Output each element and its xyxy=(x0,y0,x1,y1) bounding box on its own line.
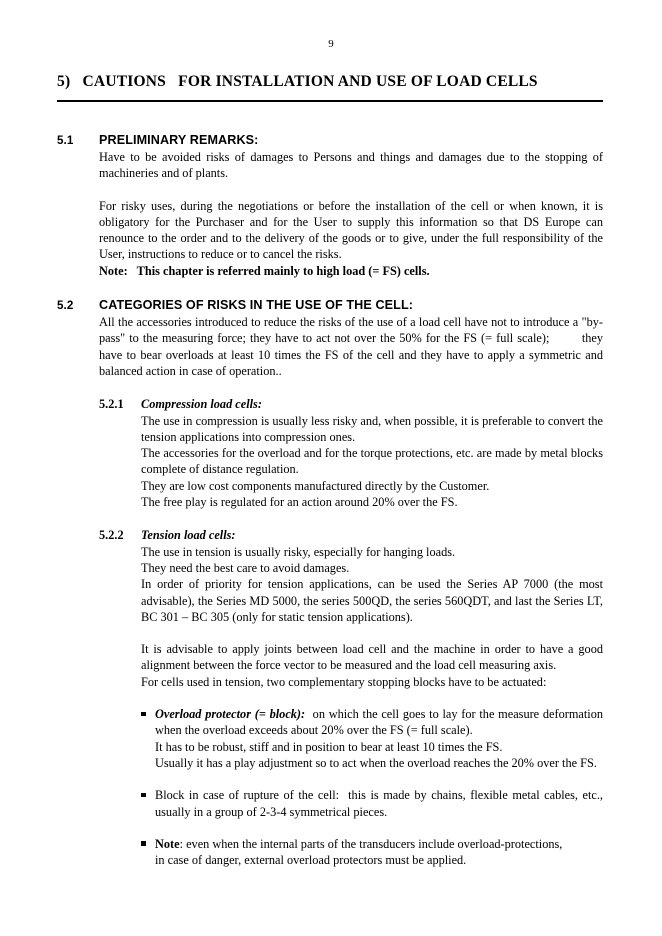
subsection-5-2-2-heading xyxy=(99,527,603,543)
list-item-text xyxy=(155,706,603,739)
square-bullet-icon xyxy=(141,712,146,717)
list-item xyxy=(141,787,607,820)
list-item-extra-line: It has to be robust, stiff and in position to bear at least 10 times the FS. xyxy=(155,739,503,754)
paragraph: The use in compression is usually less risky and, when possible, it is preferable to convert the tension applications into compression ones. xyxy=(141,413,603,444)
subsection-5-2-2-body xyxy=(141,544,603,690)
section-5-1-number: 5.1 xyxy=(57,134,74,147)
chapter-title: 5) CAUTIONS FOR INSTALLATION AND USE OF LOAD CELLS xyxy=(57,73,538,90)
paragraph: For risky uses, during the negotiations or before the installation of the cell or when known, it is obligatory for the Purchaser and for the User to supply this information so that DS Europe can renounce to the order and to the delivery of the goods or to give, under the full responsibility of the User, instructions to reduce or to cancel the risks. xyxy=(99,198,603,262)
paragraph: The use in tension is usually risky, especially for hanging loads. xyxy=(141,544,456,559)
page-number: 9 xyxy=(328,38,334,50)
section-5-2-body xyxy=(99,314,607,379)
document-content xyxy=(57,72,607,868)
list-item-body: : even when the internal parts of the transducers include overload-protections, xyxy=(179,836,563,851)
paragraph: Have to be avoided risks of damages to Persons and things and damages due to the stopping of machineries and of plants. xyxy=(99,150,603,181)
paragraph: All the accessories introduced to reduce the risks of the use of a load cell have not to introduce a "by-pass" to the measuring force; they have to act not over the 50% for the FS (= full scale); they have to bear overloads at least 10 times the FS of the cell and they have to apply a symmetric and balanced action in case of operation.. xyxy=(99,315,607,378)
paragraph: It is advisable to apply joints between load cell and the machine in order to have a good alignment between the force vector to be measured and the load cell measuring axis. xyxy=(141,642,603,673)
section-5-2-number: 5.2 xyxy=(57,299,74,313)
section-5-2-heading xyxy=(57,297,603,314)
section-5-2-title: CATEGORIES OF RISKS IN THE USE OF THE CELL: xyxy=(99,298,414,313)
list-item-text: Block in case of rupture of the cell: this is made by chains, flexible metal cables, etc., usually in a group of 2-3-4 symmetrical pieces. xyxy=(155,788,607,819)
paragraph: The accessories for the overload and for the torque protections, etc. are made by metal blocks complete of distance regulation. xyxy=(141,446,603,477)
section-5-1-heading xyxy=(57,132,603,149)
list-item-lead-space xyxy=(305,707,313,721)
paragraph: They need the best care to avoid damages. xyxy=(141,560,350,575)
square-bullet-icon xyxy=(141,793,146,798)
subsection-5-2-2-number: 5.2.2 xyxy=(99,528,124,543)
title-divider xyxy=(57,100,603,102)
list-item xyxy=(141,706,603,771)
bullet-list xyxy=(141,706,607,868)
list-item-lead: Note xyxy=(155,836,180,851)
subsection-5-2-1-number: 5.2.1 xyxy=(99,397,124,412)
list-item xyxy=(141,836,603,869)
section-5-2 xyxy=(57,297,607,379)
subsection-5-2-1-title: Compression load cells: xyxy=(141,397,262,412)
paragraph: For cells used in tension, two complementary stopping blocks have to be actuated: xyxy=(141,674,547,689)
list-item-extra-line: Usually it has a play adjustment so to act when the overload reaches the 20% over the FS. xyxy=(155,755,597,770)
paragraph: In order of priority for tension applications, can be used the Series AP 7000 (the most advisable), the Series MD 5000, the series 500QD, the series 560QDT, and last the Series LT, BC 301 – BC 305 (only for static tension applications). xyxy=(141,577,603,624)
section-5-1-body xyxy=(99,149,603,279)
paragraph: The free play is regulated for an action around 20% over the FS. xyxy=(141,495,458,510)
paragraph: They are low cost components manufactured directly by the Customer. xyxy=(141,478,490,493)
section-5-1-note: Note: This chapter is referred mainly to high load (= FS) cells. xyxy=(99,263,430,278)
subsection-5-2-2 xyxy=(99,527,607,868)
list-item-outdented-line: in case of danger, external overload protectors must be applied. xyxy=(155,853,467,868)
subsection-5-2-1 xyxy=(99,396,603,510)
subsection-5-2-1-heading xyxy=(99,396,603,412)
section-5-1-title: PRELIMINARY REMARKS: xyxy=(99,133,259,147)
list-item-text xyxy=(155,836,603,852)
list-item-lead: Overload protector (= block): xyxy=(155,707,306,722)
square-bullet-icon xyxy=(141,841,146,846)
subsection-5-2-2-title: Tension load cells: xyxy=(141,528,236,543)
section-5-1 xyxy=(57,132,603,279)
subsection-5-2-1-body xyxy=(141,413,603,511)
list-item-body: on which the cell goes to lay for the measure deformation when the overload exceeds about 20% over the FS (= full scale). xyxy=(155,707,604,738)
